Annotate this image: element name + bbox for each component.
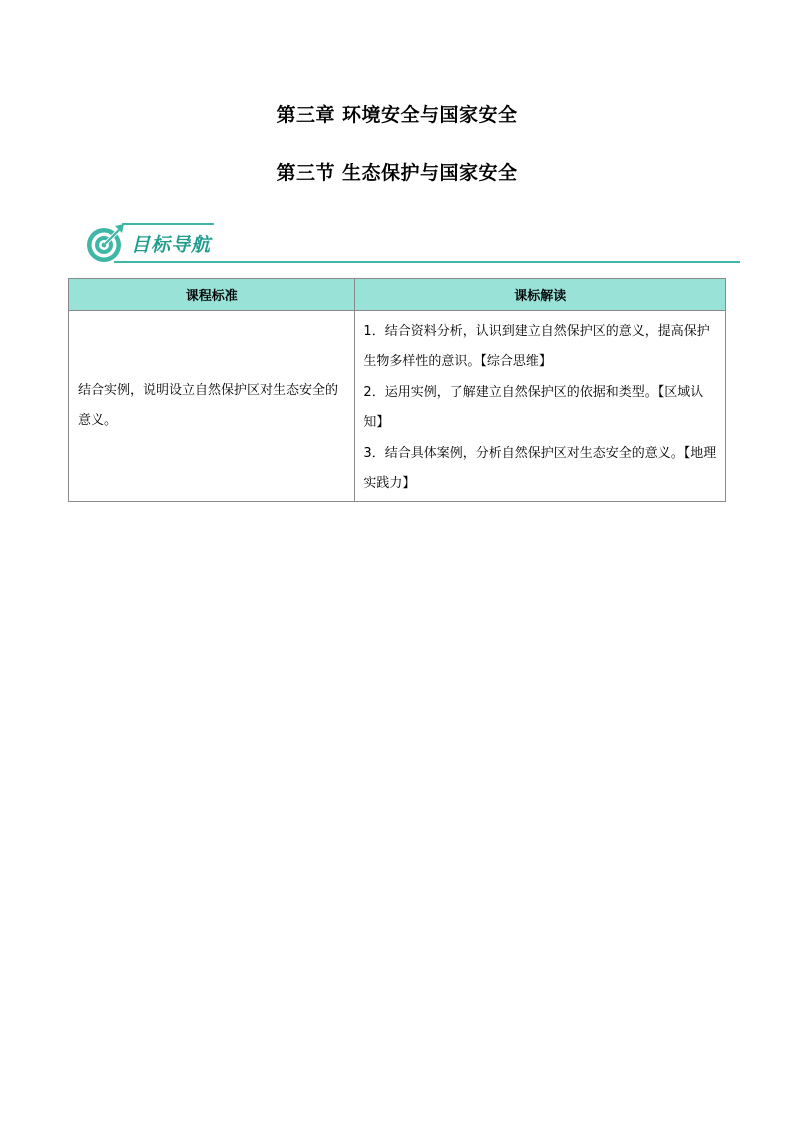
goal-navigation-header <box>84 220 740 264</box>
curriculum-table <box>68 278 726 502</box>
standard-text: 结合实例，说明设立自然保护区对生态安全的意义。 <box>78 383 339 428</box>
interpretation-item: 3．结合具体案例，分析自然保护区对生态安全的意义。【地理实践力】 <box>363 445 717 491</box>
header-top-rule <box>122 223 214 225</box>
header-bottom-rule <box>114 261 740 263</box>
header-standard-interpretation: 课标解读 <box>355 279 726 311</box>
interpretation-item: 1．结合资料分析，认识到建立自然保护区的意义，提高保护生物多样性的意识。【综合思维】 <box>363 323 710 369</box>
target-arrow-icon <box>84 222 126 264</box>
interpretation-item: 2．运用实例，了解建立自然保护区的依据和类型。【区域认知】 <box>363 384 704 430</box>
interpretation-cell <box>355 311 726 502</box>
header-curriculum-standard: 课程标准 <box>69 279 355 311</box>
standard-cell <box>69 311 355 502</box>
table-row <box>69 311 726 502</box>
chapter-title: 第三章 环境安全与国家安全 <box>276 104 518 126</box>
goal-navigation-title: 目标导航 <box>131 234 212 256</box>
table-header-row <box>69 279 726 311</box>
section-title: 第三节 生态保护与国家安全 <box>276 162 518 184</box>
